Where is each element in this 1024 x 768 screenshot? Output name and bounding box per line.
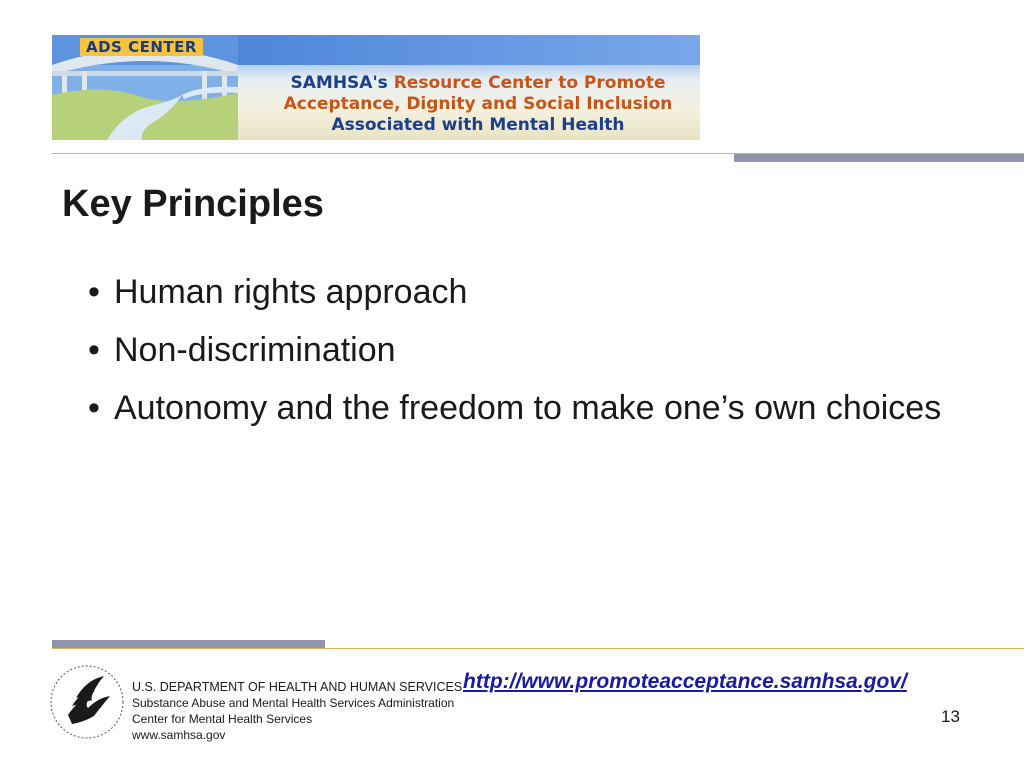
hhs-department: U.S. DEPARTMENT OF HEALTH AND HUMAN SERVICES [132,680,463,694]
banner-title-panel [238,35,700,140]
hhs-agency-text [132,679,462,743]
ads-center-logo: ADS CENTER [80,38,203,56]
banner-line-1 [258,73,698,94]
banner-line-1-rest: Resource Center to Promote [393,73,666,93]
bullet-item [88,328,968,372]
slide-title: Key Principles [62,183,324,225]
bullet-text: Human rights approach [114,273,468,311]
banner-line-2: Acceptance, Dignity and Social Inclusion [283,94,673,114]
promote-acceptance-link[interactable]: http://www.promoteacceptance.samhsa.gov/ [463,670,907,693]
bullet-marker: • [88,273,100,311]
samhsa-site: www.samhsa.gov [132,728,226,742]
banner-sky [238,35,700,65]
bullet-marker: • [88,331,100,369]
bullet-list [88,270,968,444]
samhsa-agency: Substance Abuse and Mental Health Services Administration [132,696,455,710]
banner-line-3: Associated with Mental Health [331,115,625,135]
top-accent-bar [734,154,1024,162]
bullet-text: Non-discrimination [114,331,396,369]
cmhs-center: Center for Mental Health Services [132,712,313,726]
bottom-divider-line [52,648,1024,649]
page-number: 13 [941,707,960,726]
header-banner [52,35,700,140]
bullet-item [88,386,968,430]
bullet-item [88,270,968,314]
banner-samhsa: SAMHSA's [290,73,388,93]
hhs-eagle-seal-icon [48,660,126,744]
banner-text [258,73,698,136]
bullet-marker: • [88,389,100,427]
bullet-text: Autonomy and the freedom to make one’s own choices [114,389,942,427]
bottom-accent-bar [52,640,325,648]
